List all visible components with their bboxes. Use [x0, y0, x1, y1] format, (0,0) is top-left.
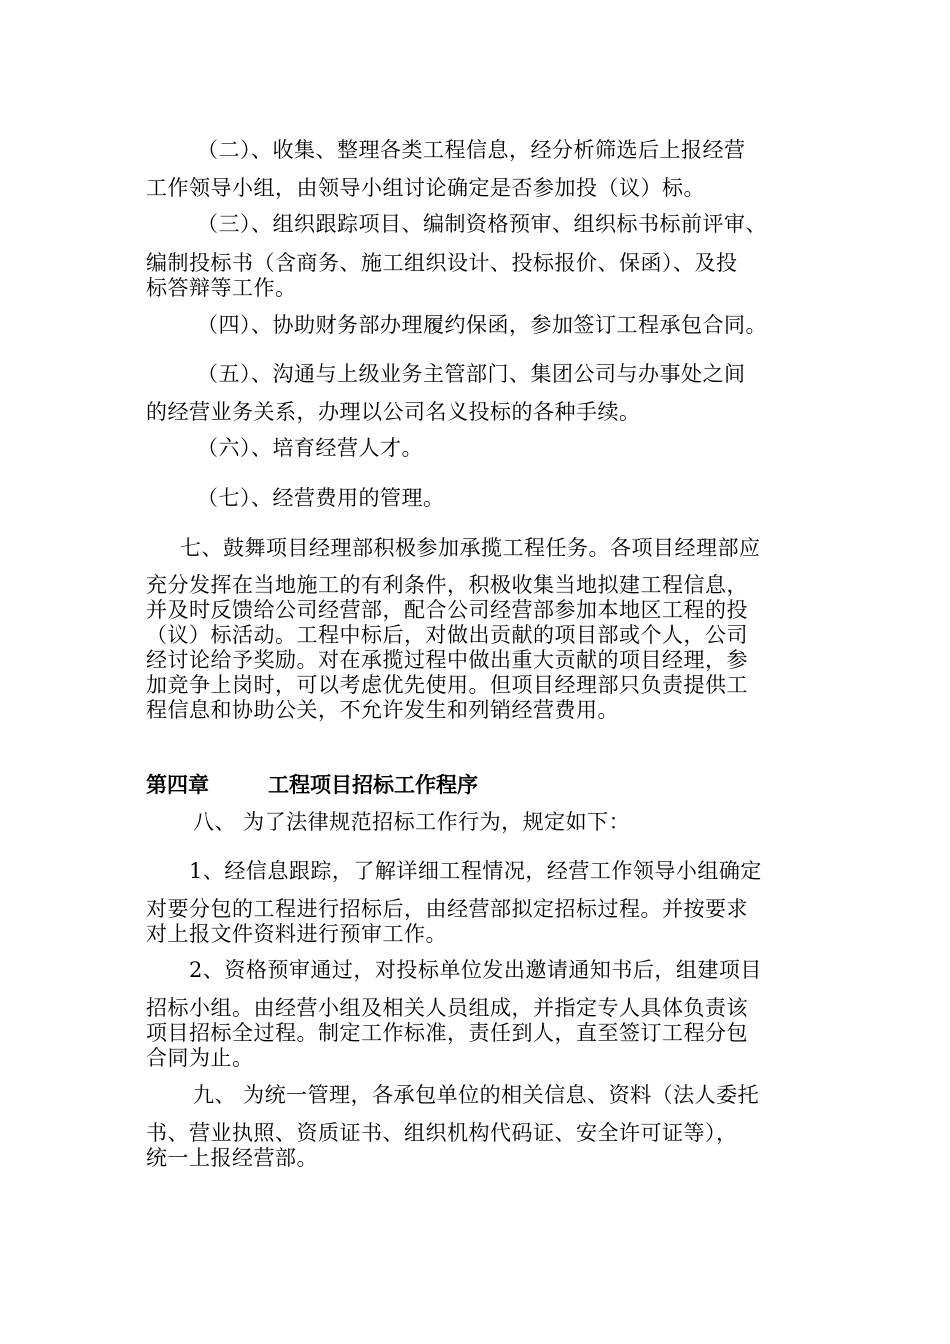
paragraph-line: 程信息和协助公关，不允许发生和列销经营费用。: [146, 698, 619, 722]
paragraph-line: （四）、协助财务部办理履约保函，参加签订工程承包合同。: [197, 313, 767, 337]
paragraph-line: 招标小组。由经营小组及相关人员组成，并指定专人具体负责该: [146, 996, 748, 1020]
paragraph-line: 对上报文件资料进行预审工作。: [146, 922, 447, 946]
paragraph-line: 项目招标全过程。制定工作标准，责任到人，直至签订工程分包: [146, 1021, 748, 1045]
paragraph-line: （六）、培育经营人才。: [197, 436, 423, 460]
chapter-title: 工程项目招标工作程序: [268, 773, 478, 797]
chapter-heading: [146, 772, 478, 798]
paragraph-line: 经讨论给予奖励。对在承揽过程中做出重大贡献的项目经理，参: [146, 648, 748, 672]
paragraph-line: 编制投标书（含商务、施工组织设计、投标报价、保函）、及投: [146, 251, 738, 275]
paragraph-line: 的经营业务关系，办理以公司名义投标的各种手续。: [146, 400, 641, 424]
paragraph-line: 九、 为统一管理，各承包单位的相关信息、资料（法人委托: [193, 1083, 760, 1107]
paragraph-line: 工作领导小组，由领导小组讨论确定是否参加投（议）标。: [146, 176, 705, 200]
paragraph-line: 八、 为了法律规范招标工作行为，规定如下：: [193, 810, 631, 834]
paragraph-line: 2、资格预审通过，对投标单位发出邀请通知书后，组建项目: [189, 958, 762, 982]
chapter-number: 第四章: [146, 773, 209, 797]
paragraph-line: 标答辩等工作。: [146, 276, 297, 300]
paragraph-line: （议）标活动。工程中标后，对做出贡献的项目部或个人，公司: [146, 623, 748, 647]
paragraph-line: 1、经信息跟踪，了解详细工程情况，经营工作领导小组确定: [189, 859, 762, 883]
paragraph-line: （七）、经营费用的管理。: [197, 486, 445, 510]
paragraph-line: 书、营业执照、资质证书、组织机构代码证、安全许可证等），: [146, 1121, 738, 1145]
paragraph-line: 合同为止。: [146, 1046, 254, 1070]
paragraph-line: 七、鼓舞项目经理部积极参加承揽工程任务。各项目经理部应: [180, 536, 761, 560]
paragraph-line: 统一上报经营部。: [146, 1146, 318, 1170]
paragraph-line: 加竞争上岗时，可以考虑优先使用。但项目经理部只负责提供工: [146, 673, 748, 697]
paragraph-line: 并及时反馈给公司经营部，配合公司经营部参加本地区工程的投: [146, 598, 748, 622]
paragraph-line: （三）、组织跟踪项目、编制资格预审、组织标书标前评审、: [197, 212, 767, 236]
paragraph-line: （二）、收集、整理各类工程信息，经分析筛选后上报经营: [197, 138, 746, 162]
paragraph-line: 对要分包的工程进行招标后，由经营部拟定招标过程。并按要求: [146, 897, 748, 921]
paragraph-line: （五）、沟通与上级业务主管部门、集团公司与办事处之间: [197, 362, 746, 386]
paragraph-line: 充分发挥在当地施工的有利条件，积极收集当地拟建工程信息，: [146, 573, 748, 597]
